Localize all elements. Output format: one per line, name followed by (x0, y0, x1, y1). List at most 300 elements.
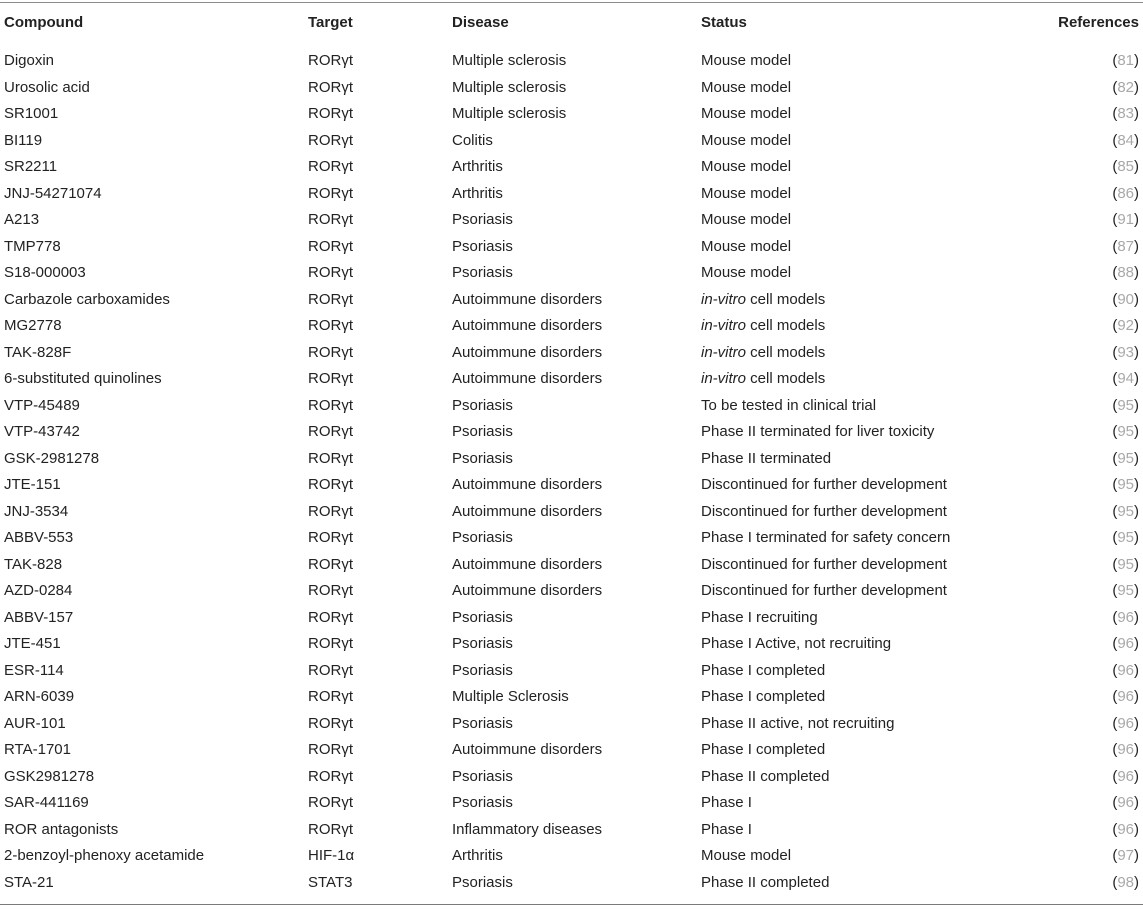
cell-status (701, 764, 1001, 791)
cell-target: RORγt (308, 820, 353, 838)
reference-close-paren: ) (1134, 211, 1139, 228)
reference-close-paren: ) (1134, 264, 1139, 281)
cell-reference[interactable] (1001, 472, 1143, 499)
header-compound: Compound (4, 13, 84, 31)
cell-reference[interactable] (1001, 101, 1143, 128)
cell-status (701, 605, 1001, 632)
header-references: References (1058, 13, 1139, 31)
reference-link[interactable]: 83 (1117, 105, 1134, 122)
reference-open-paren: ( (1112, 714, 1118, 732)
reference-close-paren: ) (1134, 741, 1139, 758)
reference-open-paren: ( (1112, 582, 1118, 599)
reference-link[interactable]: 96 (1117, 741, 1134, 758)
cell-status (701, 472, 1001, 499)
table-row (0, 472, 1143, 499)
reference-open-paren: ( (1112, 688, 1118, 705)
status-text: Phase II completed (701, 767, 830, 785)
reference-open-paren: ( (1112, 476, 1118, 493)
cell-compound: GSK-2981278 (4, 449, 100, 467)
reference-link[interactable]: 95 (1117, 449, 1134, 467)
cell-compound: ROR antagonists (4, 820, 119, 838)
cell-disease: Arthritis (452, 158, 503, 175)
table-row (0, 737, 1143, 764)
reference-link[interactable]: 95 (1117, 502, 1134, 520)
table-row (0, 684, 1143, 711)
reference-close-paren: ) (1134, 184, 1139, 202)
cell-reference[interactable] (1001, 499, 1143, 526)
cell-reference[interactable] (1001, 658, 1143, 685)
reference-open-paren: ( (1112, 317, 1118, 334)
status-text: cell models (746, 370, 826, 387)
cell-reference[interactable] (1001, 313, 1143, 340)
reference-close-paren: ) (1134, 661, 1139, 679)
cell-compound: Digoxin (4, 52, 55, 69)
cell-reference[interactable] (1001, 525, 1143, 552)
cell-status (701, 154, 1001, 181)
reference-link[interactable]: 95 (1117, 582, 1134, 599)
cell-disease: Psoriasis (452, 396, 513, 414)
cell-disease: Autoimmune disorders (452, 582, 603, 599)
status-text: Phase II terminated (701, 449, 832, 467)
cell-target: RORγt (308, 661, 353, 679)
reference-close-paren: ) (1134, 873, 1139, 891)
table-row (0, 790, 1143, 817)
reference-close-paren: ) (1134, 688, 1139, 705)
status-text: Mouse model (701, 264, 792, 281)
status-text: Phase I recruiting (701, 608, 818, 626)
status-text: Phase I terminated for safety concern (701, 529, 951, 546)
reference-close-paren: ) (1134, 476, 1139, 493)
status-text: Mouse model (701, 847, 792, 864)
table-row (0, 499, 1143, 526)
status-text: To be tested in clinical trial (701, 396, 877, 414)
cell-target: RORγt (308, 582, 353, 599)
reference-close-paren: ) (1134, 529, 1139, 546)
reference-close-paren: ) (1134, 370, 1139, 387)
cell-reference[interactable] (1001, 181, 1143, 208)
cell-disease: Autoimmune disorders (452, 370, 603, 387)
header-disease: Disease (452, 13, 509, 31)
cell-compound: ABBV-553 (4, 529, 74, 546)
status-italic-text: in-vitro (701, 290, 747, 308)
cell-target: RORγt (308, 131, 353, 149)
cell-disease: Psoriasis (452, 714, 513, 732)
reference-close-paren: ) (1134, 794, 1139, 811)
cell-target: RORγt (308, 105, 353, 122)
table-row (0, 128, 1143, 155)
status-text: Mouse model (701, 184, 792, 202)
cell-target: RORγt (308, 290, 353, 308)
cell-target: RORγt (308, 714, 353, 732)
cell-compound: TAK-828 (4, 555, 63, 573)
reference-open-paren: ( (1112, 555, 1118, 573)
reference-link[interactable]: 91 (1117, 211, 1134, 228)
cell-target: RORγt (308, 502, 353, 520)
bottom-rule (0, 904, 1143, 905)
cell-disease: Multiple Sclerosis (452, 688, 569, 705)
status-text: Phase II completed (701, 873, 830, 891)
status-text: Mouse model (701, 158, 792, 175)
table-row (0, 446, 1143, 473)
cell-target: RORγt (308, 688, 353, 705)
cell-reference[interactable] (1001, 843, 1143, 870)
reference-link[interactable]: 86 (1117, 184, 1134, 202)
reference-open-paren: ( (1112, 52, 1118, 69)
status-text: Discontinued for further development (701, 555, 947, 573)
reference-close-paren: ) (1134, 105, 1139, 122)
cell-disease: Autoimmune disorders (452, 290, 603, 308)
table-row (0, 578, 1143, 605)
cell-status (701, 790, 1001, 817)
status-text: Mouse model (701, 78, 792, 96)
cell-status (701, 75, 1001, 102)
cell-target: RORγt (308, 476, 353, 493)
cell-status (701, 552, 1001, 579)
reference-link[interactable]: 96 (1117, 661, 1134, 679)
cell-compound: JTE-451 (4, 635, 61, 652)
cell-status (701, 101, 1001, 128)
cell-reference[interactable] (1001, 737, 1143, 764)
reference-close-paren: ) (1134, 767, 1139, 785)
reference-open-paren: ( (1112, 211, 1118, 228)
reference-link[interactable]: 90 (1117, 290, 1134, 308)
reference-close-paren: ) (1134, 237, 1139, 255)
reference-open-paren: ( (1112, 264, 1118, 281)
cell-target: RORγt (308, 158, 353, 175)
cell-status (701, 658, 1001, 685)
table-row (0, 605, 1143, 632)
reference-link[interactable]: 97 (1117, 847, 1134, 864)
reference-link[interactable]: 88 (1117, 264, 1134, 281)
reference-close-paren: ) (1134, 847, 1139, 864)
cell-compound: 2-benzoyl-phenoxy acetamide (4, 847, 205, 864)
table-row (0, 843, 1143, 870)
table-container (0, 2, 1143, 905)
table-row (0, 207, 1143, 234)
cell-reference[interactable] (1001, 75, 1143, 102)
header-target: Target (308, 13, 353, 31)
reference-link[interactable]: 96 (1117, 714, 1134, 732)
cell-compound: VTP-43742 (4, 423, 80, 440)
table-header-row (0, 3, 1143, 41)
cell-target: RORγt (308, 529, 353, 546)
cell-reference[interactable] (1001, 552, 1143, 579)
reference-open-paren: ( (1112, 343, 1118, 361)
header-status: Status (701, 13, 747, 31)
cell-status (701, 843, 1001, 870)
cell-status (701, 578, 1001, 605)
cell-reference[interactable] (1001, 260, 1143, 287)
cell-disease: Psoriasis (452, 449, 513, 467)
reference-link[interactable]: 96 (1117, 794, 1134, 811)
cell-status (701, 499, 1001, 526)
table-body (0, 41, 1143, 904)
cell-compound: Carbazole carboxamides (4, 290, 170, 308)
reference-close-paren: ) (1134, 343, 1139, 361)
cell-reference[interactable] (1001, 366, 1143, 393)
cell-status (701, 817, 1001, 844)
cell-reference[interactable] (1001, 419, 1143, 446)
reference-link[interactable]: 85 (1117, 158, 1134, 175)
cell-compound: AUR-101 (4, 714, 66, 732)
cell-target: RORγt (308, 767, 353, 785)
cell-target: RORγt (308, 608, 353, 626)
status-text: Phase I Active, not recruiting (701, 635, 892, 652)
table-row (0, 764, 1143, 791)
cell-reference[interactable] (1001, 870, 1143, 897)
cell-compound: AZD-0284 (4, 582, 73, 599)
status-text: Phase II active, not recruiting (701, 714, 895, 732)
reference-link[interactable]: 82 (1117, 78, 1134, 96)
cell-disease: Psoriasis (452, 794, 513, 811)
table-row (0, 313, 1143, 340)
table-row (0, 631, 1143, 658)
cell-target: RORγt (308, 635, 353, 652)
cell-compound: ARN-6039 (4, 688, 75, 705)
reference-open-paren: ( (1112, 105, 1118, 122)
status-italic-text: in-vitro (701, 370, 747, 387)
reference-open-paren: ( (1112, 184, 1118, 202)
cell-disease: Autoimmune disorders (452, 343, 603, 361)
status-text: Mouse model (701, 237, 792, 255)
reference-link[interactable]: 95 (1117, 423, 1134, 440)
cell-disease: Psoriasis (452, 608, 513, 626)
cell-compound: A213 (4, 211, 40, 228)
reference-open-paren: ( (1112, 820, 1118, 838)
table-row (0, 711, 1143, 738)
cell-disease: Psoriasis (452, 661, 513, 679)
cell-compound: ESR-114 (4, 661, 64, 679)
cell-reference[interactable] (1001, 605, 1143, 632)
reference-link[interactable]: 95 (1117, 529, 1134, 546)
status-text: Discontinued for further development (701, 502, 947, 520)
cell-compound: MG2778 (4, 317, 62, 334)
cell-compound: BI119 (4, 131, 43, 149)
status-text: cell models (746, 290, 826, 308)
table-row (0, 658, 1143, 685)
reference-open-paren: ( (1112, 78, 1118, 96)
cell-status (701, 684, 1001, 711)
reference-link[interactable]: 96 (1117, 820, 1134, 838)
status-text: Mouse model (701, 211, 792, 228)
cell-reference[interactable] (1001, 154, 1143, 181)
reference-close-paren: ) (1134, 714, 1139, 732)
status-text: Mouse model (701, 105, 792, 122)
cell-target: RORγt (308, 343, 353, 361)
cell-status (701, 260, 1001, 287)
table-row (0, 41, 1143, 75)
table-row (0, 234, 1143, 261)
cell-reference[interactable] (1001, 711, 1143, 738)
cell-status (701, 313, 1001, 340)
cell-compound: TAK-828F (4, 343, 72, 361)
cell-status (701, 128, 1001, 155)
reference-open-paren: ( (1112, 529, 1118, 546)
cell-compound: VTP-45489 (4, 396, 80, 414)
cell-status (701, 366, 1001, 393)
cell-disease: Autoimmune disorders (452, 476, 603, 493)
status-text: Discontinued for further development (701, 582, 947, 599)
cell-status (701, 207, 1001, 234)
reference-close-paren: ) (1134, 635, 1139, 652)
status-text: Phase I (701, 820, 752, 838)
cell-reference[interactable] (1001, 41, 1143, 75)
reference-open-paren: ( (1112, 370, 1118, 387)
cell-disease: Psoriasis (452, 423, 513, 440)
cell-target: STAT3 (308, 873, 353, 891)
cell-target: RORγt (308, 317, 353, 334)
cell-compound: GSK2981278 (4, 767, 95, 785)
cell-disease: Autoimmune disorders (452, 317, 603, 334)
cell-compound: SAR-441169 (4, 794, 89, 811)
reference-link[interactable]: 96 (1117, 608, 1134, 626)
reference-link[interactable]: 93 (1117, 343, 1134, 361)
cell-status (701, 181, 1001, 208)
status-text: Phase I (701, 794, 752, 811)
cell-target: RORγt (308, 423, 353, 440)
reference-close-paren: ) (1134, 290, 1139, 308)
cell-compound: SR2211 (4, 158, 58, 175)
status-text: Discontinued for further development (701, 476, 947, 493)
reference-close-paren: ) (1134, 158, 1139, 175)
status-text: Phase I completed (701, 661, 826, 679)
cell-disease: Inflammatory diseases (452, 820, 603, 838)
reference-open-paren: ( (1112, 396, 1118, 414)
cell-disease: Psoriasis (452, 529, 513, 546)
reference-open-paren: ( (1112, 608, 1118, 626)
cell-reference[interactable] (1001, 578, 1143, 605)
cell-reference[interactable] (1001, 764, 1143, 791)
reference-link[interactable]: 95 (1117, 476, 1134, 493)
cell-reference[interactable] (1001, 684, 1143, 711)
cell-compound: SR1001 (4, 105, 59, 122)
cell-disease: Psoriasis (452, 873, 513, 891)
cell-status (701, 287, 1001, 314)
cell-disease: Autoimmune disorders (452, 741, 603, 758)
cell-compound: JNJ-3534 (4, 502, 69, 520)
reference-open-paren: ( (1112, 131, 1118, 149)
status-italic-text: in-vitro (701, 343, 747, 361)
cell-reference[interactable] (1001, 207, 1143, 234)
table-row (0, 154, 1143, 181)
reference-link[interactable]: 92 (1117, 317, 1134, 334)
cell-target: RORγt (308, 370, 353, 387)
reference-close-paren: ) (1134, 131, 1139, 149)
reference-open-paren: ( (1112, 635, 1118, 652)
reference-open-paren: ( (1112, 449, 1118, 467)
cell-status (701, 737, 1001, 764)
cell-target: RORγt (308, 237, 353, 255)
cell-compound: RTA-1701 (4, 741, 71, 758)
table-row (0, 260, 1143, 287)
reference-open-paren: ( (1112, 661, 1118, 679)
reference-link[interactable]: 87 (1117, 237, 1134, 255)
cell-target: RORγt (308, 449, 353, 467)
cell-compound: STA-21 (4, 873, 54, 891)
reference-close-paren: ) (1134, 396, 1139, 414)
cell-compound: JNJ-54271074 (4, 184, 102, 202)
cell-reference[interactable] (1001, 631, 1143, 658)
reference-close-paren: ) (1134, 608, 1139, 626)
cell-reference[interactable] (1001, 393, 1143, 420)
table-row (0, 340, 1143, 367)
reference-link[interactable]: 94 (1117, 370, 1134, 387)
table-row (0, 101, 1143, 128)
reference-open-paren: ( (1112, 767, 1118, 785)
cell-target: RORγt (308, 78, 353, 96)
cell-status (701, 393, 1001, 420)
reference-link[interactable]: 95 (1117, 555, 1134, 573)
cell-disease: Psoriasis (452, 264, 513, 281)
cell-status (701, 525, 1001, 552)
cell-disease: Multiple sclerosis (452, 78, 567, 96)
cell-reference[interactable] (1001, 817, 1143, 844)
reference-link[interactable]: 81 (1117, 52, 1134, 69)
reference-open-paren: ( (1112, 290, 1118, 308)
cell-disease: Psoriasis (452, 635, 513, 652)
table-bottom-spacer (0, 896, 1143, 904)
reference-close-paren: ) (1134, 52, 1139, 69)
reference-close-paren: ) (1134, 555, 1139, 573)
cell-target: RORγt (308, 555, 353, 573)
cell-disease: Multiple sclerosis (452, 105, 567, 122)
reference-link[interactable]: 95 (1117, 396, 1134, 414)
cell-reference[interactable] (1001, 128, 1143, 155)
cell-reference[interactable] (1001, 446, 1143, 473)
cell-target: RORγt (308, 52, 353, 69)
table-row (0, 419, 1143, 446)
cell-target: HIF-1α (308, 847, 355, 864)
reference-close-paren: ) (1134, 820, 1139, 838)
reference-open-paren: ( (1112, 423, 1118, 440)
table-row (0, 870, 1143, 897)
cell-reference[interactable] (1001, 234, 1143, 261)
cell-status (701, 41, 1001, 75)
cell-status (701, 234, 1001, 261)
reference-link[interactable]: 98 (1117, 873, 1134, 891)
reference-close-paren: ) (1134, 449, 1139, 467)
cell-status (701, 631, 1001, 658)
cell-compound: Urosolic acid (4, 78, 90, 96)
reference-open-paren: ( (1112, 741, 1118, 758)
cell-status (701, 419, 1001, 446)
reference-link[interactable]: 96 (1117, 688, 1134, 705)
status-italic-text: in-vitro (701, 317, 747, 334)
reference-open-paren: ( (1112, 502, 1118, 520)
table-row (0, 525, 1143, 552)
cell-reference[interactable] (1001, 790, 1143, 817)
reference-close-paren: ) (1134, 423, 1139, 440)
cell-disease: Psoriasis (452, 211, 513, 228)
reference-open-paren: ( (1112, 237, 1118, 255)
reference-close-paren: ) (1134, 78, 1139, 96)
table-row (0, 393, 1143, 420)
table-row (0, 287, 1143, 314)
cell-reference[interactable] (1001, 340, 1143, 367)
reference-open-paren: ( (1112, 158, 1118, 175)
reference-link[interactable]: 96 (1117, 635, 1134, 652)
reference-link[interactable]: 84 (1117, 131, 1134, 149)
reference-link[interactable]: 96 (1117, 767, 1134, 785)
cell-disease: Autoimmune disorders (452, 502, 603, 520)
cell-reference[interactable] (1001, 287, 1143, 314)
cell-status (701, 870, 1001, 897)
cell-target: RORγt (308, 396, 353, 414)
cell-disease: Colitis (452, 131, 493, 149)
cell-status (701, 446, 1001, 473)
status-text: cell models (746, 343, 826, 361)
table-row (0, 181, 1143, 208)
